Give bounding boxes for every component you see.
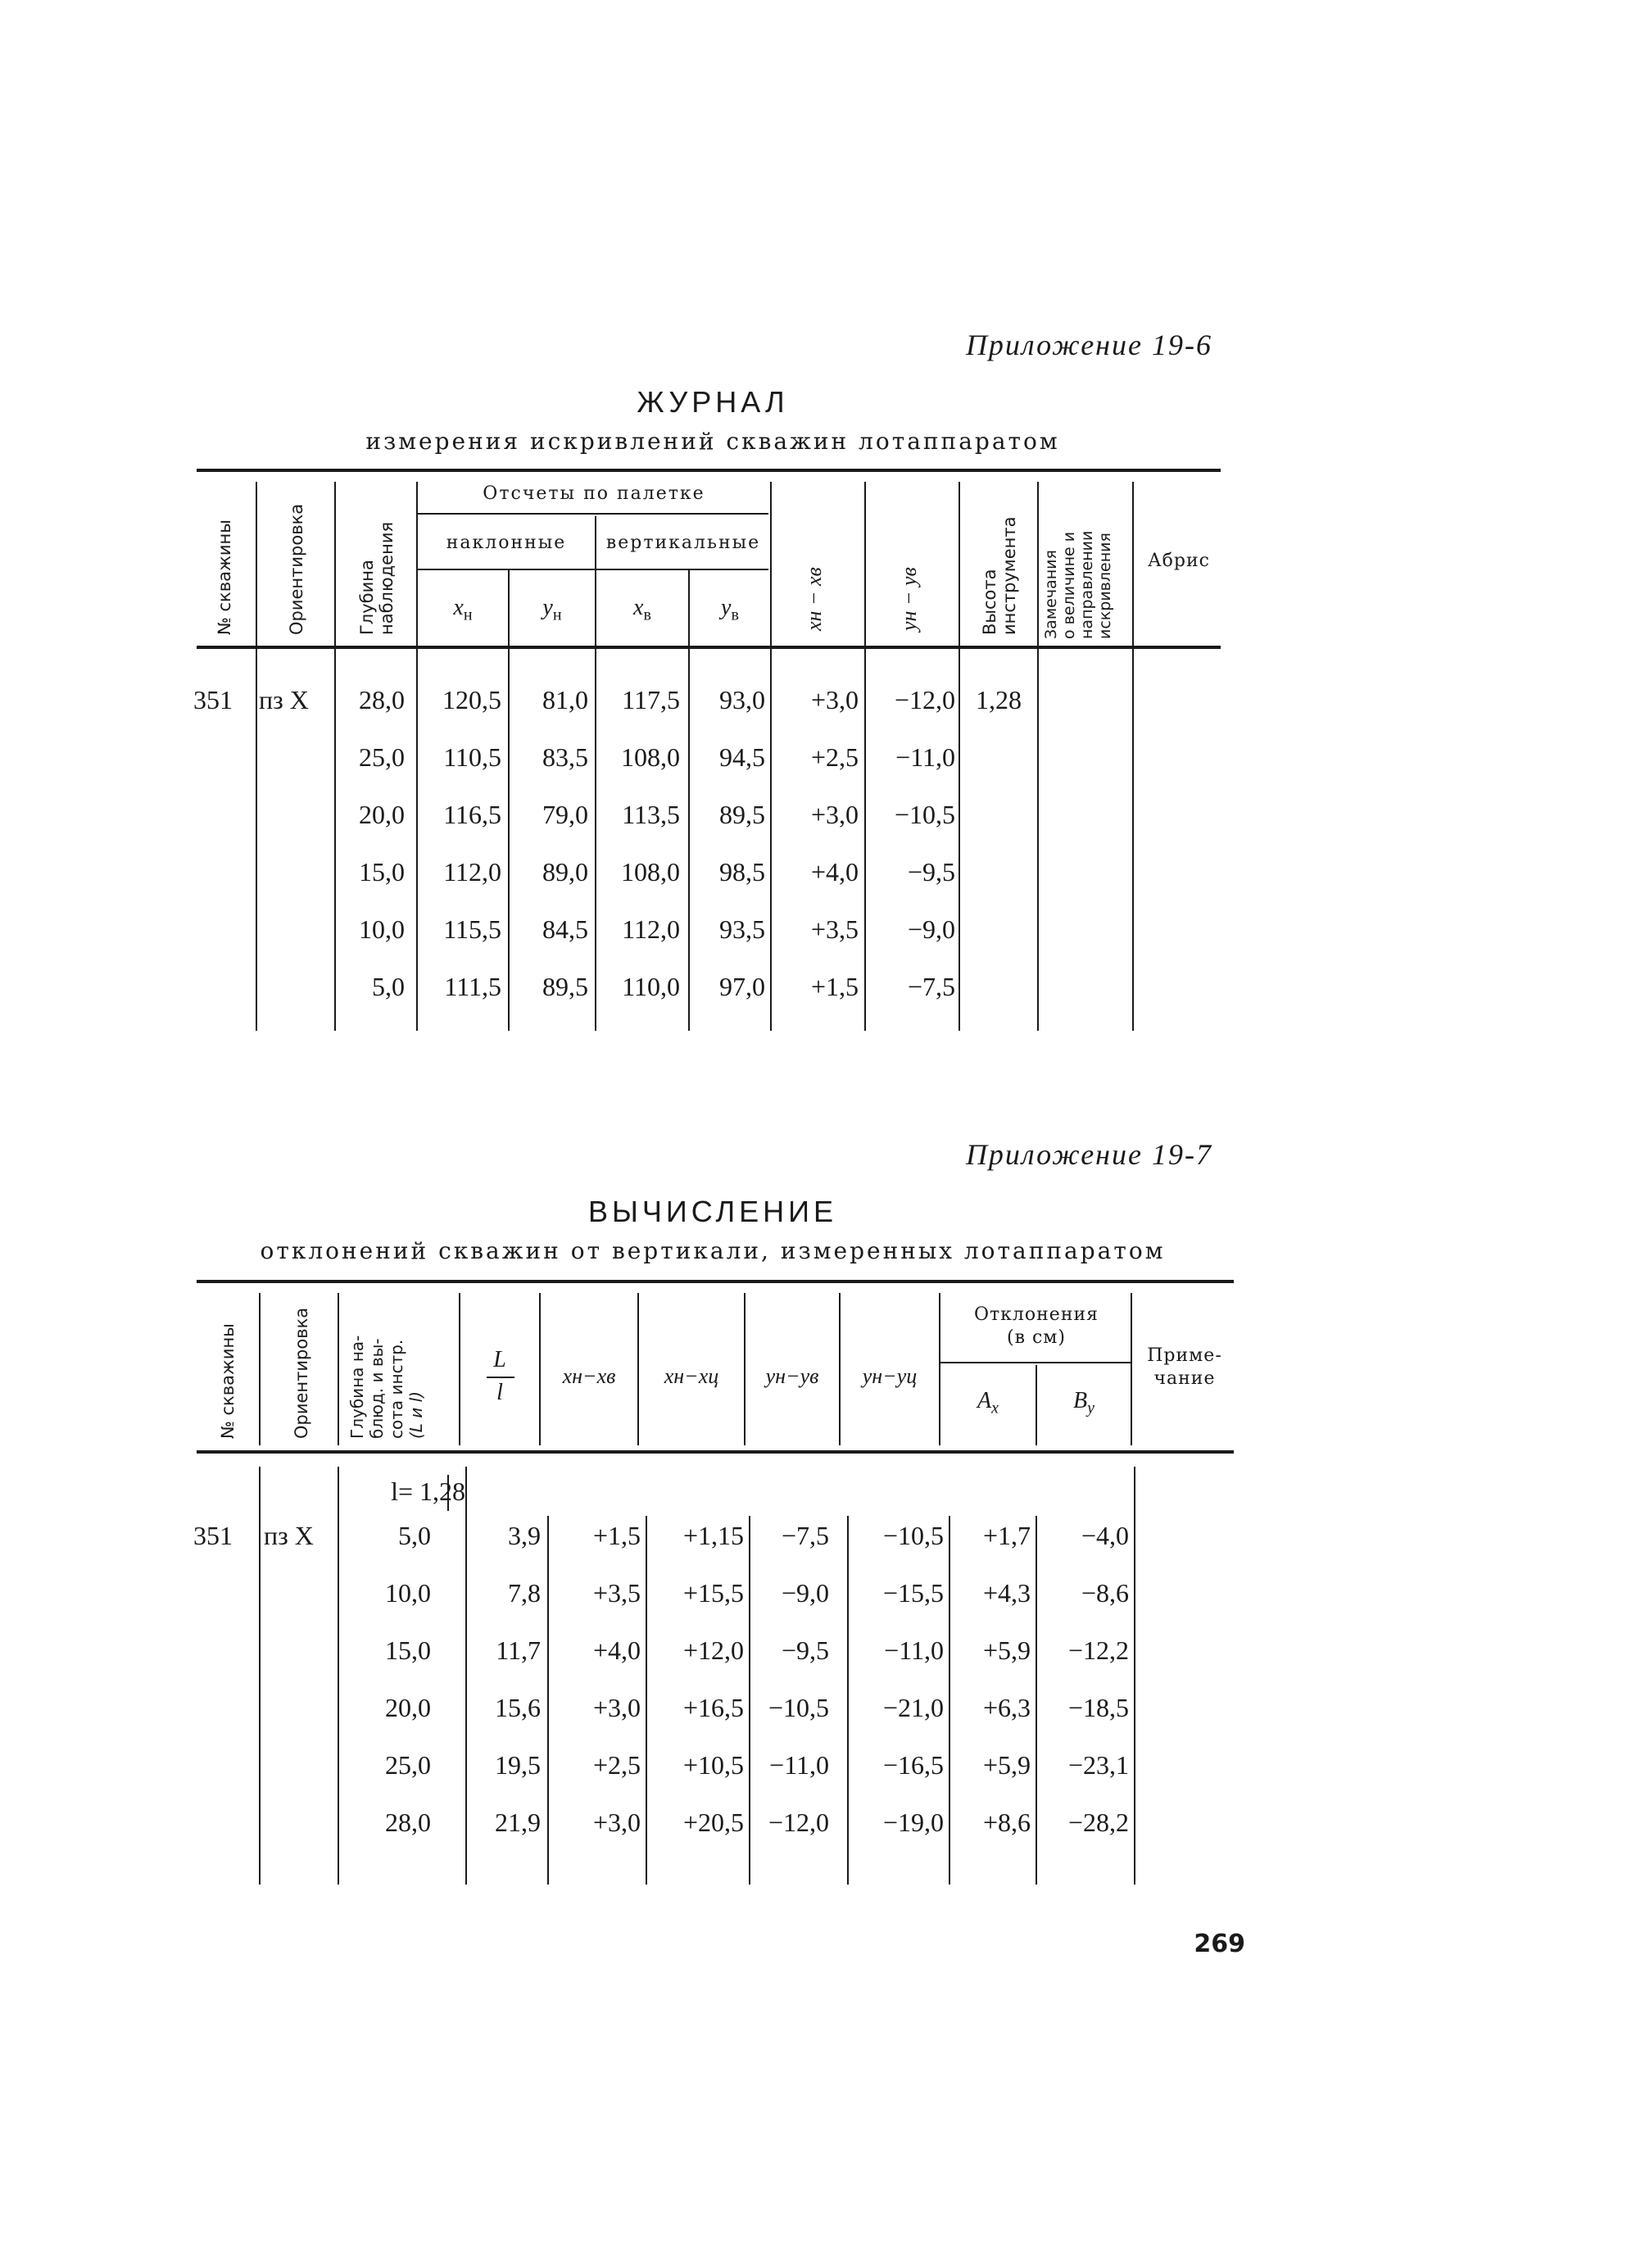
calculation-by-cell: −4,0 [1081, 1521, 1129, 1550]
journal-title: ЖУРНАЛ [637, 385, 789, 419]
journal-header-depth-1: Глубина [357, 560, 377, 635]
journal-xn-cell: 120,5 [442, 685, 501, 714]
journal-xn-cell: 116,5 [443, 800, 501, 829]
journal-subgroup-rule [416, 569, 768, 570]
calculation-header-ratio-bar [487, 1377, 514, 1378]
calculation-yn-yc-cell: −19,0 [882, 1808, 944, 1837]
journal-yn-cell: 84,5 [542, 914, 588, 944]
journal-dy-cell: −9,0 [907, 914, 955, 944]
journal-header-remarks-3: направлении [1078, 530, 1096, 639]
journal-header-remarks-4: искривления [1096, 533, 1114, 639]
journal-depth-cell: 5,0 [372, 972, 405, 1001]
calculation-xn-xv-cell: +3,5 [592, 1578, 641, 1608]
calculation-yn-yc-cell: −21,0 [882, 1693, 944, 1722]
journal-col-divider [864, 482, 866, 1031]
journal-header-well: № скважины [215, 519, 234, 635]
calculation-yn-yv-cell: −10,5 [768, 1693, 829, 1722]
calculation-yn-yc-cell: −10,5 [882, 1521, 944, 1550]
calculation-yn-yv-cell: −7,5 [781, 1521, 829, 1550]
journal-yv-cell: 97,0 [719, 972, 765, 1001]
journal-header-yv: $y_в$ [721, 595, 739, 624]
journal-well-number: 351 [193, 685, 233, 714]
journal-col-divider [770, 482, 772, 1031]
journal-col-divider [1037, 482, 1039, 1031]
journal-header-sketch: Абрис [1148, 551, 1210, 571]
calculation-ratio-cell: 21,9 [495, 1808, 541, 1837]
calculation-depth-cell: 20,0 [385, 1693, 431, 1722]
calculation-by-cell: −23,1 [1067, 1750, 1129, 1780]
calculation-well-number: 351 [193, 1521, 233, 1550]
calculation-orientation-value: пз X [264, 1521, 314, 1550]
calculation-xn-xc-cell: +20,5 [682, 1808, 744, 1837]
journal-xn-cell: 111,5 [444, 972, 501, 1001]
calculation-deviation-rule [940, 1362, 1132, 1363]
calculation-col-divider [847, 1516, 849, 1885]
journal-header-height-1: Высота [980, 569, 999, 635]
calculation-header-by: $B_y$ [1073, 1388, 1094, 1418]
calculation-annex-label: Приложение 19-7 [965, 1138, 1212, 1171]
journal-depth-cell: 15,0 [359, 857, 405, 887]
calculation-yn-yc-cell: −15,5 [882, 1578, 944, 1608]
calculation-yn-yv-cell: −12,0 [768, 1808, 829, 1837]
journal-dx-cell: +4,0 [810, 857, 859, 887]
journal-xn-cell: 110,5 [443, 742, 501, 772]
journal-dx-cell: +3,0 [810, 800, 859, 829]
journal-col-divider [595, 516, 596, 1031]
journal-dy-cell: −12,0 [894, 685, 955, 714]
calculation-by-cell: −8,6 [1081, 1578, 1129, 1608]
journal-xv-cell: 117,5 [622, 685, 680, 714]
calculation-depth-cell: 10,0 [385, 1578, 431, 1608]
journal-dx-cell: +3,5 [810, 914, 859, 944]
calculation-col-divider [749, 1516, 750, 1885]
journal-col-divider [334, 482, 336, 1031]
calculation-col-divider [1134, 1467, 1135, 1885]
calculation-subtitle: отклонений скважин от вертикали, измеренных лотаппаратом [260, 1237, 1166, 1264]
calculation-l-divider [447, 1475, 449, 1511]
journal-col-divider [959, 482, 960, 1031]
journal-xv-cell: 110,0 [622, 972, 680, 1001]
journal-header-yn: $y_н$ [542, 595, 562, 624]
calculation-header-yn-yc: yн−yц [862, 1364, 918, 1388]
journal-xn-cell: 115,5 [443, 914, 501, 944]
calculation-xn-xv-cell: +3,0 [592, 1693, 641, 1722]
calculation-header-depth-4: (L и l) [406, 1390, 426, 1439]
calculation-col-divider [259, 1293, 261, 1445]
journal-yn-cell: 89,5 [542, 972, 588, 1001]
page-number: 269 [1194, 1930, 1245, 1958]
calculation-header-yn-yv: yн−yв [765, 1364, 819, 1388]
calculation-col-divider [465, 1467, 467, 1885]
journal-dy-cell: −7,5 [907, 972, 955, 1001]
calculation-title: ВЫЧИСЛЕНИЕ [587, 1195, 838, 1228]
calculation-ax-cell: +5,9 [982, 1635, 1031, 1665]
calculation-ratio-cell: 3,9 [508, 1521, 541, 1550]
journal-xn-cell: 112,0 [443, 857, 501, 887]
calculation-ratio-cell: 11,7 [496, 1635, 541, 1665]
calculation-yn-yc-cell: −11,0 [884, 1635, 944, 1665]
calculation-xn-xv-cell: +4,0 [592, 1635, 641, 1665]
calculation-depth-cell: 25,0 [385, 1750, 431, 1780]
calculation-header-xn-xv: xн−xв [562, 1364, 616, 1388]
journal-subtitle: измерения искривлений скважин лотаппаратом [365, 428, 1060, 455]
calculation-xn-xc-cell: +10,5 [682, 1750, 744, 1780]
calculation-header-note-2: чание [1153, 1368, 1216, 1389]
calculation-top-rule [197, 1280, 1234, 1283]
journal-dx-cell: +3,0 [810, 685, 859, 714]
journal-header-xv: $x_в$ [633, 595, 651, 624]
calculation-xn-xv-cell: +1,5 [592, 1521, 641, 1550]
journal-dy-cell: −9,5 [907, 857, 955, 887]
journal-depth-cell: 28,0 [359, 685, 405, 714]
journal-header-diff-x: xн − xв [802, 567, 826, 631]
journal-xv-cell: 108,0 [621, 857, 680, 887]
journal-yv-cell: 98,5 [719, 857, 765, 887]
journal-depth-cell: 10,0 [359, 914, 405, 944]
journal-xv-cell: 108,0 [621, 742, 680, 772]
calculation-depth-cell: 15,0 [385, 1635, 431, 1665]
calculation-header-ratio-bottom: l [496, 1380, 503, 1405]
calculation-header-note-1: Приме- [1147, 1345, 1222, 1366]
calculation-col-divider [338, 1467, 339, 1885]
calculation-ax-cell: +1,7 [982, 1521, 1031, 1550]
journal-header-height-2: инструмента [999, 516, 1019, 635]
journal-annex-label: Приложение 19-6 [965, 329, 1212, 361]
calculation-xn-xv-cell: +2,5 [592, 1750, 641, 1780]
calculation-depth-cell: 5,0 [398, 1521, 431, 1550]
journal-yn-cell: 89,0 [542, 857, 588, 887]
journal-header-remarks-2: о величине и [1060, 531, 1078, 639]
journal-dy-cell: −10,5 [894, 800, 955, 829]
calculation-xn-xc-cell: +15,5 [682, 1578, 744, 1608]
journal-header-diff-y: yн − yв [897, 567, 921, 631]
journal-col-divider [416, 482, 418, 1031]
calculation-header-rule [197, 1450, 1234, 1454]
calculation-header-deviations-unit: (в см) [1007, 1327, 1066, 1348]
journal-header-xn: $x_н$ [453, 595, 473, 624]
calculation-col-divider [338, 1293, 339, 1445]
journal-orientation-value: пз X [259, 685, 309, 714]
calculation-ratio-cell: 7,8 [508, 1578, 541, 1608]
journal-yn-cell: 81,0 [542, 685, 588, 714]
calculation-ax-cell: +5,9 [982, 1750, 1031, 1780]
calculation-yn-yv-cell: −9,0 [781, 1578, 829, 1608]
calculation-xn-xc-cell: +12,0 [682, 1635, 744, 1665]
journal-header-orientation: Ориентировка [287, 503, 306, 635]
calculation-header-depth-3: сота инстр. [387, 1339, 406, 1439]
journal-header-vertical: вертикальные [605, 533, 761, 553]
calculation-ax-cell: +6,3 [982, 1693, 1031, 1722]
journal-col-divider [688, 569, 690, 1031]
calculation-by-cell: −12,2 [1067, 1635, 1129, 1665]
calculation-col-divider [547, 1516, 549, 1885]
journal-xv-cell: 112,0 [622, 914, 680, 944]
journal-header-rule [197, 646, 1221, 649]
calculation-ax-cell: +8,6 [982, 1808, 1031, 1837]
calculation-by-cell: −28,2 [1067, 1808, 1129, 1837]
calculation-by-cell: −18,5 [1067, 1693, 1129, 1722]
calculation-header-depth-2: блюд. и вы- [367, 1338, 387, 1439]
calculation-header-depth-1: Глубина на- [347, 1335, 367, 1439]
journal-yv-cell: 93,0 [719, 685, 765, 714]
calculation-header-well: № скважины [218, 1323, 238, 1439]
calculation-yn-yv-cell: −9,5 [781, 1635, 829, 1665]
calculation-ax-cell: +4,3 [982, 1578, 1031, 1608]
journal-dx-cell: +2,5 [810, 742, 859, 772]
calculation-xn-xc-cell: +16,5 [682, 1693, 744, 1722]
calculation-depth-cell: 28,0 [385, 1808, 431, 1837]
journal-depth-cell: 25,0 [359, 742, 405, 772]
calculation-l-value: l= 1,28 [391, 1476, 465, 1506]
journal-header-readings: Отсчеты по палетке [483, 483, 705, 504]
journal-header-inclined: наклонные [446, 533, 567, 553]
calculation-yn-yc-cell: −16,5 [882, 1750, 944, 1780]
journal-header-remarks-1: Замечания [1042, 550, 1060, 639]
calculation-ratio-cell: 19,5 [495, 1750, 541, 1780]
journal-dy-cell: −11,0 [895, 742, 955, 772]
journal-yv-cell: 94,5 [719, 742, 765, 772]
journal-group-rule [416, 513, 768, 515]
calculation-header-ax: $A_x$ [977, 1388, 999, 1418]
journal-yv-cell: 93,5 [719, 914, 765, 944]
journal-yn-cell: 79,0 [542, 800, 588, 829]
journal-col-divider [508, 569, 510, 1031]
journal-xv-cell: 113,5 [622, 800, 680, 829]
journal-depth-cell: 20,0 [359, 800, 405, 829]
calculation-col-divider [259, 1467, 261, 1885]
journal-yn-cell: 83,5 [542, 742, 588, 772]
journal-col-divider [256, 482, 257, 1031]
calculation-col-divider [646, 1516, 647, 1885]
calculation-col-divider [949, 1516, 950, 1885]
calculation-ratio-cell: 15,6 [495, 1693, 541, 1722]
journal-yv-cell: 89,5 [719, 800, 765, 829]
calculation-xn-xv-cell: +3,0 [592, 1808, 641, 1837]
calculation-yn-yv-cell: −11,0 [769, 1750, 829, 1780]
calculation-header-deviations: Отклонения [973, 1304, 1099, 1325]
journal-dx-cell: +1,5 [810, 972, 859, 1001]
journal-instrument-height: 1,28 [976, 685, 1022, 714]
calculation-header-orientation: Ориентировка [292, 1307, 311, 1439]
calculation-col-divider [1036, 1516, 1037, 1885]
journal-top-rule [197, 469, 1221, 472]
journal-header-depth-2: наблюдения [377, 521, 397, 635]
calculation-header-ratio-top: L [493, 1347, 506, 1372]
calculation-header-xn-xc: xн−xц [664, 1364, 719, 1388]
calculation-xn-xc-cell: +1,15 [682, 1521, 744, 1550]
